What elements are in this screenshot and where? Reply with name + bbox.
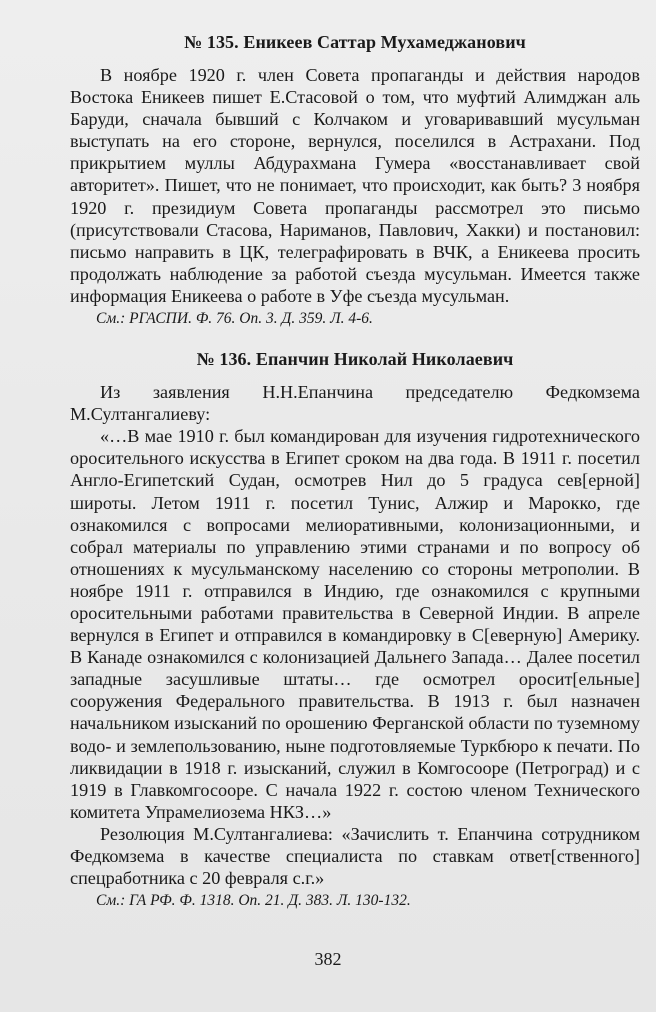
entry-135-heading: № 135. Еникеев Саттар Мухамеджанович (184, 32, 526, 52)
page-content (70, 30, 640, 911)
entry-136-source: См.: ГА РФ. Ф. 1318. Оп. 21. Д. 383. Л. 130-132. (96, 892, 411, 910)
entry-136-paragraph-1: Из заявления Н.Н.Епанчина председателю Федкомзема М.Султангалиеву: (70, 382, 640, 425)
entry-136 (70, 347, 640, 911)
entry-135 (70, 30, 640, 329)
entry-135-paragraph-1: В ноябре 1920 г. член Совета пропаганды и действия народов Востока Еникеев пишет Е.Стасовой о том, что муфтий Алимджан аль Баруди, сначала бывший с Колчаком и уговаривавший мусульман выступать на его стороне, вернулся, поселился в Астрахани. Под прикрытием муллы Абдурахмана Гумера «восстанавливает свой авторитет». Пишет, что не понимает, что происходит, как быть? 3 ноября 1920 г. президиум Совета пропаганды рассмотрел это письмо (присутствовали Стасова, Нариманов, Павлович, Хакки) и постановил: письмо направить в ЦК, телеграфировать в ВЧК, а Еникеева просить продолжать наблюдение за работой съезда мусульман. Имеется также информация Еникеева о работе в Уфе съезда мусульман. (70, 65, 640, 306)
entry-136-heading: № 136. Епанчин Николай Николаевич (196, 349, 514, 370)
entry-135-source: См.: РГАСПИ. Ф. 76. Оп. 3. Д. 359. Л. 4-6. (96, 310, 373, 328)
entry-136-paragraph-3: Резолюция М.Султангалиева: «Зачислить т. Епанчина сотрудником Федкомзема в качестве специалиста по ставкам ответ[ственного] спецработника с 20 февраля с.г.» (70, 823, 640, 889)
entry-136-paragraph-2: «…В мае 1910 г. был командирован для изучения гидротехнического оросительного искусства в Египет сроком на два года. В 1911 г. посетил Англо-Египетский Судан, осмотрев Нил до 5 градуса сев[ерной] широты. Летом 1911 г. посетил Тунис, Алжир и Марокко, где ознакомился с вопросами мелиоративными, колонизационными, и собрал материалы по управлению этими странами и по вопросу об отношениях к мусульманскому населению со стороны метрополии. В ноябре 1911 г. отправился в Индию, где ознакомился с крупными оросительными работами правительства в Северной Индии. В апреле вернулся в Египет и отправился в командировку в С[еверную] Америку. В Канаде ознакомился с колонизацией Дальнего Запада… Далее посетил западные засушливые штаты… где осмотрел оросит[ельные] сооружения Федерального правительства. В 1913 г. был назначен начальником изысканий по орошению Ферганской области по туземному водо- и землепользованию, ныне подготовляемые Туркбюро к печати. По ликвидации в 1918 г. изысканий, служил в Комгосооре (Петроград) и с 1919 в Главкомгосооре. С начала 1922 г. состою членом Технического комитета Упрамелиозема НКЗ…» (70, 426, 640, 822)
page-number: 382 (314, 949, 342, 969)
